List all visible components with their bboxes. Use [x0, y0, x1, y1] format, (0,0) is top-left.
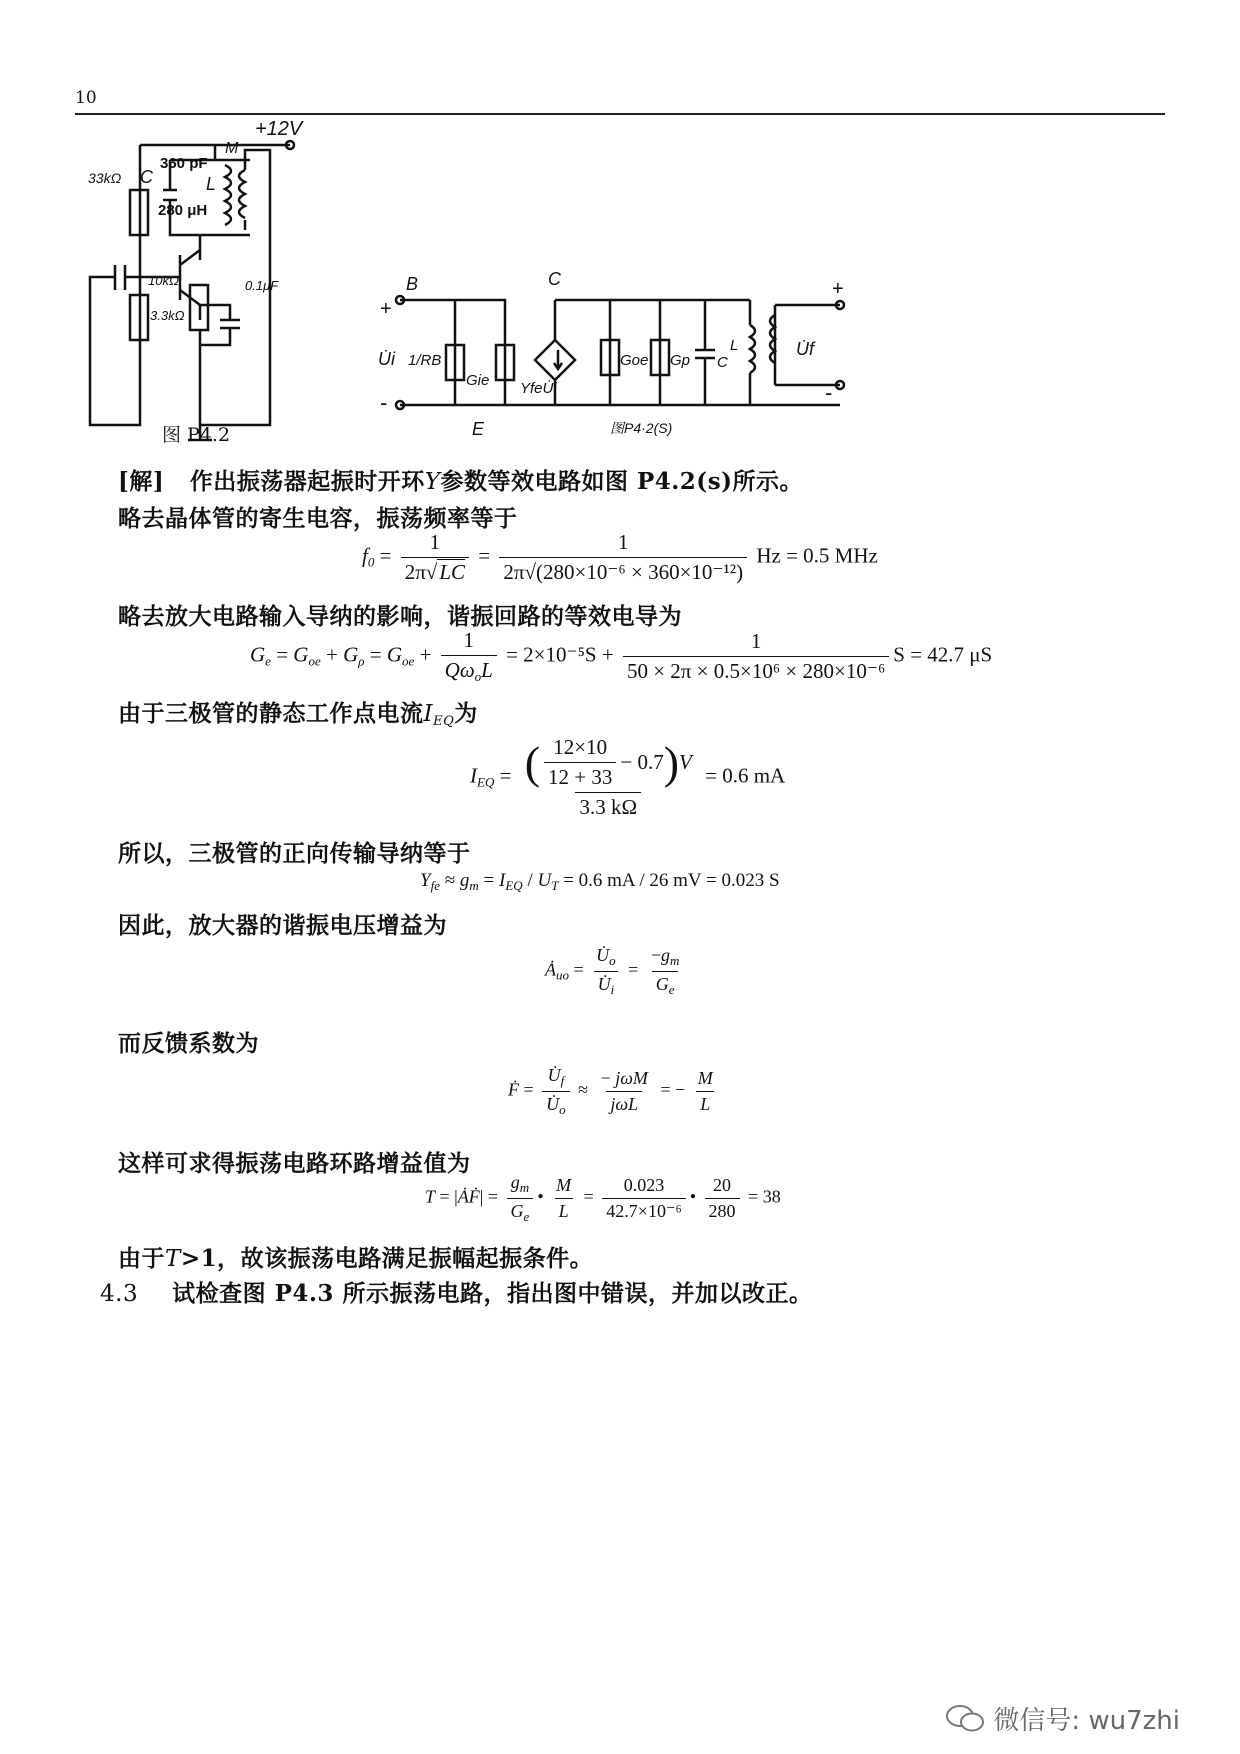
- node-b: B: [406, 274, 419, 294]
- figure-p42s-circuit: [380, 265, 850, 440]
- label-ui: U̇i: [378, 349, 395, 369]
- para-loop-intro: 这样可求得振荡电路环路增益值为: [118, 1150, 471, 1177]
- minus-left: -: [380, 390, 388, 415]
- solution-tag: [解]: [118, 468, 165, 495]
- para-conductance-intro: 略去放大电路输入导纳的影响，谐振回路的等效电导为: [118, 603, 682, 630]
- problem-b: 所示振荡电路，指出图中错误，并加以改正。: [342, 1280, 813, 1307]
- f0-denominator: 2π√(280×10⁻⁶ × 360×10⁻¹²): [499, 557, 747, 585]
- ieq-intro-b: 为: [454, 700, 478, 727]
- ge-middle: = 2×10⁻⁵S +: [506, 642, 614, 667]
- ieq-intro-a: 由于三极管的静态工作点电流: [118, 700, 424, 727]
- t-result: = 38: [748, 1186, 781, 1207]
- label-l: L: [206, 174, 217, 194]
- problem-fig: P4.3: [274, 1280, 334, 1307]
- label-10k: 10kΩ: [148, 273, 179, 288]
- f0-result: Hz = 0.5 MHz: [756, 543, 878, 568]
- label-rb: 1/RB: [408, 352, 442, 369]
- problem-4-3: [100, 1275, 812, 1308]
- para-yfe-intro: 所以，三极管的正向传输导纳等于: [118, 840, 471, 867]
- ge-denominator: 50 × 2π × 0.5×10⁶ × 280×10⁻⁶: [623, 656, 889, 684]
- problem-a: 试检查图: [172, 1280, 267, 1307]
- label-uf: U̇f: [796, 339, 814, 359]
- label-360pf: 360 pF: [160, 155, 208, 172]
- para-ieq-intro: 由于三极管的静态工作点电流$I_{EQ}$为: [118, 700, 478, 729]
- figure-p42-caption: 图 P4.2: [162, 424, 231, 446]
- ge-result: S = 42.7 μS: [893, 642, 993, 667]
- ieq-num-a: 12×10: [553, 735, 608, 759]
- figure-p42s-caption: 图P4·2(S): [610, 420, 673, 436]
- label-gie: Gie: [466, 372, 490, 389]
- t-num2: 20: [713, 1175, 732, 1195]
- para-feedback-intro: 而反馈系数为: [118, 1030, 259, 1057]
- solution-fig-ref: P4.2(s): [637, 468, 733, 495]
- t-den1: 42.7×10⁻⁶: [602, 1198, 685, 1222]
- label-280uh: 280 μH: [158, 202, 208, 219]
- label-c-right: C: [717, 354, 728, 371]
- watermark-text: 微信号: wu7zhi: [993, 1706, 1180, 1736]
- label-goe: Goe: [620, 352, 649, 369]
- para-freq-intro: 略去晶体管的寄生电容，振荡频率等于: [118, 505, 518, 532]
- conclusion-t: T: [165, 1246, 181, 1272]
- solution-intro: [118, 463, 803, 496]
- page-number: 10: [75, 88, 97, 108]
- label-m: M: [225, 140, 239, 157]
- ieq-result: = 0.6 mA: [705, 763, 786, 788]
- t-num1: 0.023: [623, 1175, 665, 1195]
- label-0-1uf: 0.1μF: [245, 278, 279, 293]
- ieq-num-b: 12 + 33: [544, 762, 616, 790]
- ieq-minus: − 0.7: [620, 750, 664, 774]
- equation-t: T = |ȦḞ| = $\frac{g_m}{G_e}$ • $\frac{M}{L}$ = $\frac{0.023}{\text{42.7×10⁻⁶}}$ • $\frac{20}{280}$ = 38: [425, 1172, 781, 1224]
- header-rule: [75, 113, 1165, 115]
- conclusion-a: 由于: [118, 1245, 165, 1272]
- label-c: C: [140, 167, 153, 187]
- solution-body: 作出振荡器起振时开环: [189, 468, 425, 495]
- watermark: [945, 1700, 1180, 1737]
- equation-f: Ḟ = $\frac{U̇_f}{U̇_o}$ ≈ $\frac{\text{− jωM}}{\text{jωL}}$ = − $\frac{M}{L}$: [508, 1065, 713, 1117]
- label-12v: +12V: [255, 118, 303, 140]
- ieq-denominator: 3.3 kΩ: [575, 792, 641, 820]
- equation-yfe: $Y_{fe} \approx g_m = I_{EQ} / U_T = 0.6$ mA / 26 mV = 0.023 S: [420, 870, 780, 893]
- plus-left: +: [380, 298, 392, 320]
- problem-number: 4.3: [100, 1281, 139, 1307]
- para-gain-intro: 因此，放大器的谐振电压增益为: [118, 912, 447, 939]
- label-3-3k: 3.3kΩ: [150, 308, 185, 323]
- label-l-right: L: [730, 337, 739, 354]
- equation-ieq: $I_{EQ}$ = ( $\frac{12\times 10}{12 + 33}$ − 0.7 ) V 3.3 kΩ = 0.6 mA: [470, 735, 786, 819]
- yfe-result: = 0.6 mA / 26 mV = 0.023 S: [563, 870, 780, 891]
- figure-p42-circuit: [80, 118, 350, 445]
- solution-rest: 参数等效电路如图: [440, 468, 629, 495]
- solution-y: Y: [424, 469, 441, 495]
- node-c: C: [548, 269, 561, 289]
- label-source: YfeU̇i: [520, 380, 557, 397]
- equation-f0: $f_0$ = $\frac{1}{2\pi√LC}$ = $\frac{1}{\text{2π√(280×10⁻⁶ × 360×10⁻¹²)}}$ Hz = 0.5 MHz: [362, 530, 878, 584]
- solution-end: 所示。: [732, 468, 804, 495]
- para-conclusion: [118, 1240, 593, 1273]
- node-e: E: [472, 419, 485, 439]
- equation-ge: $G_e = G_{oe} + G_\rho = G_{oe}$ + $\frac{1}{Q\omega_oL}$ = 2×10⁻⁵S + $\frac{1}{\text{50 × 2π × 0.5×10⁶ × 280×10⁻⁶}}$ S = 42.7 μS: [250, 628, 993, 684]
- plus-right: +: [832, 278, 844, 300]
- wechat-icon: [945, 1703, 985, 1735]
- label-33k: 33kΩ: [88, 170, 122, 186]
- equation-auo: $Ȧ_{uo}$ = $\frac{U̇_o}{U̇_i}$ = $\frac{-g_m}{G_e}$: [545, 945, 680, 997]
- conclusion-b: >1，故该振荡电路满足振幅起振条件。: [180, 1245, 594, 1272]
- label-gp: Gp: [670, 352, 691, 369]
- t-den2: 280: [705, 1198, 740, 1222]
- minus-right: -: [825, 380, 833, 405]
